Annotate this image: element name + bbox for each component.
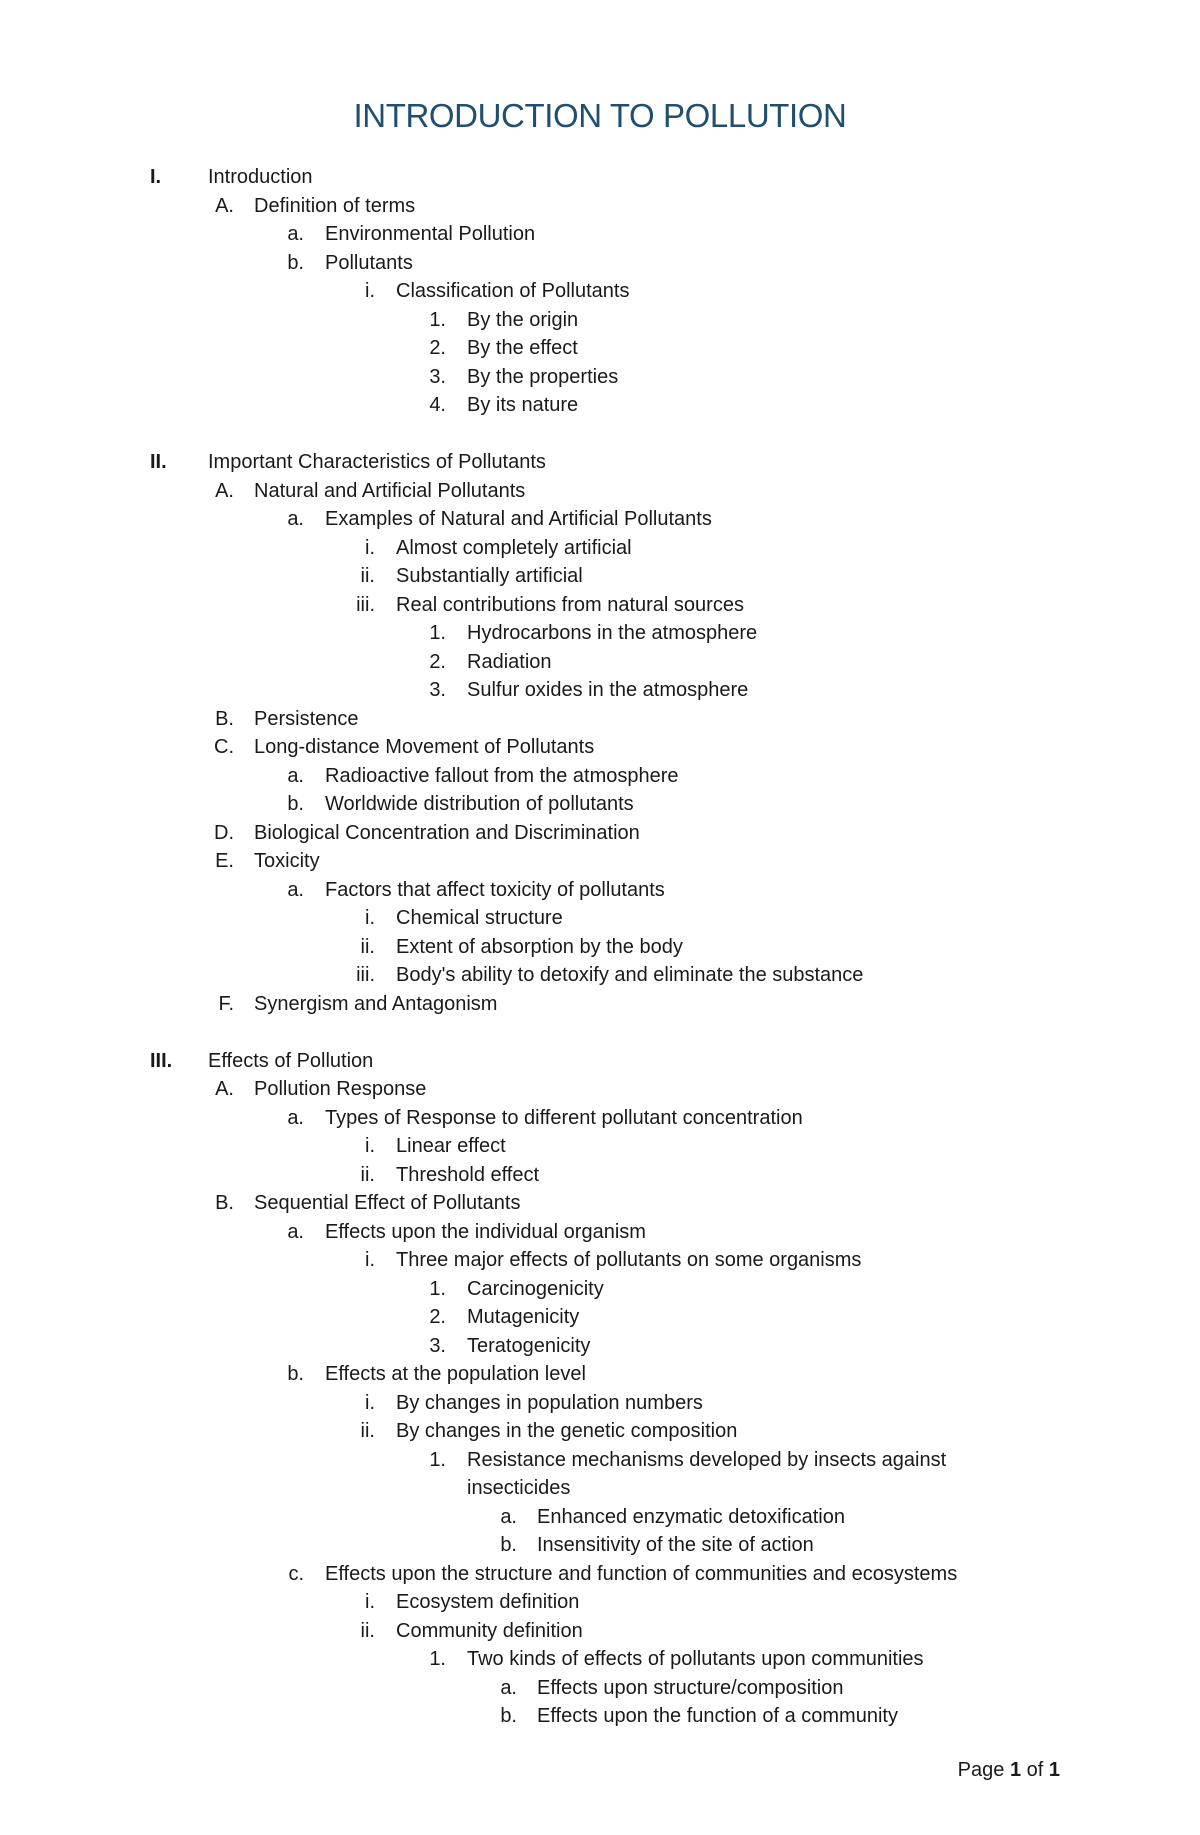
- outline-text: Examples of Natural and Artificial Pollutants: [325, 508, 712, 530]
- outline-marker: 2.: [429, 1306, 446, 1328]
- outline-marker: III.: [150, 1049, 173, 1072]
- outline-marker: 1.: [429, 1448, 446, 1471]
- outline-marker: 3.: [429, 1334, 446, 1357]
- outline-text: By the effect: [467, 337, 578, 359]
- outline-text: Ecosystem definition: [396, 1591, 580, 1613]
- outline-marker: II.: [150, 451, 167, 473]
- outline-marker: B.: [215, 1192, 234, 1214]
- outline-marker: i.: [365, 280, 375, 302]
- outline-marker: a.: [287, 1220, 304, 1243]
- outline-text: Long-distance Movement of Pollutants: [254, 736, 595, 758]
- outline-marker: ii.: [360, 935, 375, 958]
- outline-text: Sequential Effect of Pollutants: [254, 1192, 521, 1214]
- outline-marker: i.: [365, 907, 375, 929]
- outline-marker: A.: [215, 479, 234, 502]
- outline-marker: 1.: [429, 622, 446, 644]
- outline-marker: b.: [287, 251, 304, 274]
- footer-total-pages: 1: [1048, 1759, 1060, 1781]
- footer-of-word: of: [1026, 1759, 1044, 1781]
- outline-text: Effects upon the function of a community: [537, 1705, 898, 1727]
- outline-marker: 3.: [429, 365, 446, 388]
- outline-marker: A.: [215, 1078, 234, 1100]
- outline-marker: ii.: [360, 565, 375, 587]
- outline-text: Real contributions from natural sources: [396, 593, 744, 616]
- outline-marker: 4.: [429, 394, 446, 416]
- footer-current-page: 1: [1009, 1759, 1022, 1781]
- outline-text: Two kinds of effects of pollutants upon communities: [467, 1648, 924, 1670]
- outline-marker: ii.: [360, 1619, 375, 1642]
- outline-text: Insensitivity of the site of action: [537, 1534, 814, 1556]
- outline-marker: A.: [215, 194, 234, 217]
- outline-marker: E.: [215, 850, 234, 872]
- outline-text: By the properties: [467, 365, 619, 388]
- outline-marker: 1.: [429, 308, 446, 331]
- outline-marker: a.: [500, 1676, 517, 1699]
- outline-text: Environmental Pollution: [325, 223, 536, 245]
- outline-text: Linear effect: [396, 1135, 506, 1157]
- outline-text: Substantially artificial: [396, 565, 583, 587]
- outline-text: Radioactive fallout from the atmosphere: [325, 764, 679, 787]
- outline-text: Effects upon the structure and function of communities and ecosystems: [325, 1562, 958, 1585]
- outline-text: Persistence: [254, 707, 359, 730]
- outline-marker: I.: [150, 166, 162, 188]
- outline-marker: i.: [365, 536, 375, 559]
- outline-marker: ii.: [360, 1163, 375, 1186]
- outline-marker: 2.: [429, 337, 446, 359]
- outline-text: Definition of terms: [254, 194, 416, 217]
- outline-text: Teratogenicity: [467, 1334, 591, 1357]
- outline-text: Natural and Artificial Pollutants: [254, 479, 526, 502]
- outline-text: Hydrocarbons in the atmosphere: [467, 622, 758, 644]
- outline-marker: 1.: [429, 1648, 446, 1670]
- outline-marker: i.: [365, 1135, 375, 1157]
- outline-text: By its nature: [467, 394, 579, 416]
- outline-marker: 1.: [429, 1277, 446, 1300]
- outline-marker: a.: [287, 878, 304, 901]
- outline-text: Enhanced enzymatic detoxification: [537, 1505, 845, 1528]
- page-title: INTRODUCTION TO POLLUTION: [353, 97, 847, 134]
- outline-text: Almost completely artificial: [396, 536, 632, 559]
- outline-text: Resistance mechanisms developed by insects against: [467, 1448, 947, 1471]
- footer-page-word: Page: [957, 1759, 1005, 1781]
- outline-marker: c.: [288, 1562, 304, 1585]
- outline-text: Worldwide distribution of pollutants: [325, 793, 634, 815]
- outline-marker: a.: [287, 508, 304, 530]
- outline-marker: 2.: [429, 650, 446, 673]
- outline-text: Community definition: [396, 1619, 583, 1642]
- outline-text: Carcinogenicity: [467, 1277, 604, 1300]
- outline-text: Types of Response to different pollutant concentration: [325, 1106, 803, 1129]
- outline-text: Extent of absorption by the body: [396, 935, 683, 958]
- outline-marker: a.: [287, 764, 304, 787]
- outline-marker: b.: [287, 793, 304, 815]
- outline-marker: a.: [287, 1106, 304, 1129]
- outline-text: Three major effects of pollutants on some organisms: [396, 1249, 862, 1271]
- outline-marker: B.: [215, 707, 234, 730]
- outline-text: Synergism and Antagonism: [254, 992, 498, 1015]
- outline-text: By changes in population numbers: [396, 1391, 703, 1414]
- outline-marker: i.: [365, 1391, 375, 1414]
- outline-text: Threshold effect: [396, 1163, 540, 1186]
- outline-text: Mutagenicity: [467, 1306, 580, 1328]
- outline-marker: i.: [365, 1591, 375, 1613]
- outline-text: insecticides: [467, 1477, 571, 1499]
- outline-marker: b.: [500, 1705, 517, 1727]
- outline-marker: a.: [287, 223, 304, 245]
- outline-text: Introduction: [208, 166, 313, 188]
- outline-text: Effects of Pollution: [208, 1049, 374, 1072]
- outline-text: Pollution Response: [254, 1078, 427, 1100]
- outline-marker: b.: [500, 1534, 517, 1556]
- outline-marker: F.: [218, 992, 234, 1015]
- outline-marker: C.: [214, 736, 234, 758]
- outline-text: Important Characteristics of Pollutants: [208, 451, 546, 473]
- outline-text: Radiation: [467, 650, 552, 673]
- outline-marker: b.: [287, 1363, 304, 1385]
- outline-text: Factors that affect toxicity of pollutants: [325, 878, 665, 901]
- outline-text: Body's ability to detoxify and eliminate the substance: [396, 964, 864, 986]
- outline-text: Pollutants: [325, 251, 413, 274]
- outline-marker: iii.: [356, 593, 375, 616]
- outline-text: Sulfur oxides in the atmosphere: [467, 679, 749, 701]
- outline-text: Classification of Pollutants: [396, 280, 630, 302]
- outline-marker: iii.: [356, 964, 375, 986]
- outline-text: Effects upon the individual organism: [325, 1220, 646, 1243]
- outline-text: By changes in the genetic composition: [396, 1420, 738, 1442]
- outline-text: Toxicity: [254, 850, 320, 872]
- outline-marker: i.: [365, 1249, 375, 1271]
- outline-text: Biological Concentration and Discrimination: [254, 821, 640, 844]
- outline-marker: a.: [500, 1505, 517, 1528]
- outline-marker: 3.: [429, 679, 446, 701]
- outline-text: Chemical structure: [396, 907, 563, 929]
- outline-text: Effects at the population level: [325, 1363, 586, 1385]
- outline-marker: ii.: [360, 1420, 375, 1442]
- page-footer: [958, 1756, 1060, 1785]
- outline-marker: D.: [214, 821, 234, 844]
- outline-text: By the origin: [467, 308, 579, 331]
- outline-text: Effects upon structure/composition: [537, 1676, 844, 1699]
